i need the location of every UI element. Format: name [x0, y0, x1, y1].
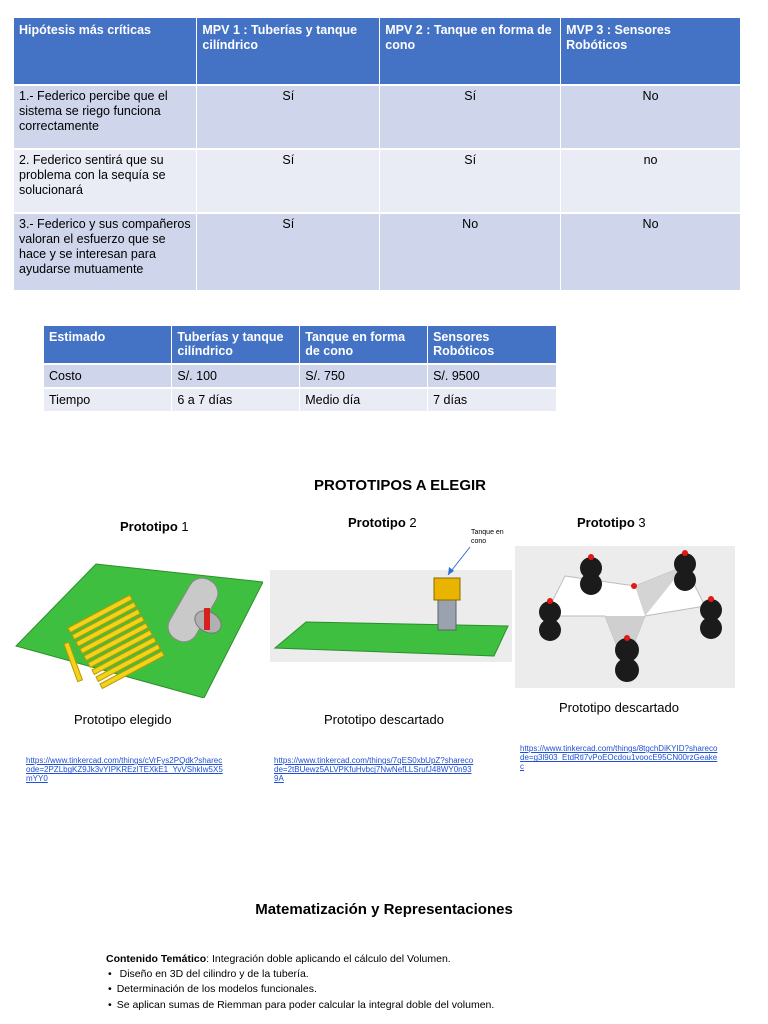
prototype-1-render	[8, 546, 263, 698]
prototype-3-link[interactable]: https://www.tinkercad.com/things/8tgchDiKYID?sharecode=g3l903_EtdRtl7vPoEOcdou1voocE95CN00rzGeakec	[520, 744, 718, 772]
table-cell: S/. 9500	[428, 364, 557, 388]
hypothesis-cell: 3.- Federico y sus compañeros valoran el esfuerzo que se hace y se interesan para ayudarse mutuamente	[14, 213, 197, 290]
table-row	[44, 364, 557, 388]
prototype-3-caption: Prototipo descartado	[559, 700, 679, 715]
prototype-title-number: 3	[634, 515, 646, 530]
hypotheses-header-row	[14, 18, 741, 85]
table-cell: Sí	[197, 213, 380, 290]
prototype-3-render	[515, 546, 735, 688]
header-cell: Hipótesis más críticas	[14, 18, 197, 85]
prototype-title-bold: Prototipo	[348, 515, 406, 530]
header-cell: MVP 3 : Sensores Robóticos	[561, 18, 741, 85]
prototype-1-caption: Prototipo elegido	[74, 712, 172, 727]
header-cell: Tuberías y tanque cilíndrico	[172, 326, 300, 364]
table-cell: 6 a 7 días	[172, 388, 300, 411]
estimate-header-row	[44, 326, 557, 364]
hypothesis-cell: 2. Federico sentirá que su problema con la sequía se solucionará	[14, 149, 197, 213]
table-cell: 7 días	[428, 388, 557, 411]
prototype-title-bold: Prototipo	[577, 515, 635, 530]
table-cell: No	[380, 213, 561, 290]
table-cell: Sí	[380, 85, 561, 149]
header-cell: Estimado	[44, 326, 172, 364]
table-cell: Sí	[197, 85, 380, 149]
header-cell: Sensores Robóticos	[428, 326, 557, 364]
list-item: • Determinación de los modelos funcionales.	[116, 982, 666, 997]
content-intro	[106, 952, 666, 967]
table-cell: no	[561, 149, 741, 213]
prototype-1-title	[120, 519, 189, 534]
prototype-1-image	[8, 546, 263, 698]
tank-annotation: Tanque en cono	[471, 529, 504, 546]
prototype-2-image	[270, 570, 512, 662]
list-item: • Se aplican sumas de Riemman para poder calcular la integral doble del volumen.	[116, 998, 666, 1013]
prototypes-heading: PROTOTIPOS A ELEGIR	[314, 477, 486, 494]
prototype-title-bold: Prototipo	[120, 519, 178, 534]
table-cell: Tiempo	[44, 388, 172, 411]
table-row	[14, 85, 741, 149]
content-bullet-list	[106, 967, 666, 1013]
table-cell: No	[561, 213, 741, 290]
table-row	[14, 149, 741, 213]
list-item: • Diseño en 3D del cilindro y de la tubería.	[116, 967, 666, 982]
table-cell: Costo	[44, 364, 172, 388]
prototype-2-caption: Prototipo descartado	[324, 712, 444, 727]
content-block	[106, 952, 666, 1013]
prototype-2-title	[348, 515, 417, 530]
annotation-arrow	[440, 545, 480, 581]
prototype-2-render	[270, 570, 512, 662]
header-cell: MPV 2 : Tanque en forma de cono	[380, 18, 561, 85]
content-intro-text: : Integración doble aplicando el cálculo del Volumen.	[206, 953, 451, 965]
table-cell: Sí	[197, 149, 380, 213]
estimate-table	[44, 326, 557, 411]
hypotheses-table	[14, 18, 741, 290]
table-cell: Sí	[380, 149, 561, 213]
table-cell: Medio día	[300, 388, 428, 411]
math-heading: Matematización y Representaciones	[255, 901, 513, 918]
table-row	[44, 388, 557, 411]
header-cell: Tanque en forma de cono	[300, 326, 428, 364]
content-label: Contenido Temático	[106, 953, 207, 965]
table-cell: S/. 750	[300, 364, 428, 388]
table-row	[14, 213, 741, 290]
prototype-title-number: 2	[405, 515, 417, 530]
table-cell: S/. 100	[172, 364, 300, 388]
prototype-title-number: 1	[177, 519, 189, 534]
prototype-3-image	[515, 546, 735, 688]
header-cell: MPV 1 : Tuberías y tanque cilíndrico	[197, 18, 380, 85]
prototype-1-link[interactable]: https://www.tinkercad.com/things/cVrFys2PQdk?sharecode=2PZLbgKZ9Jk3vYIPKREzITEXkE1_YvVShkIw5X5mYY0	[26, 756, 223, 784]
prototype-2-link[interactable]: https://www.tinkercad.com/things/7qES0xbUpZ?sharecode=2tBUewz5ALVPKfuHvbcj7NwNefLLSrufJ48WY0n939A	[274, 756, 474, 784]
hypothesis-cell: 1.- Federico percibe que el sistema se riego funciona correctamente	[14, 85, 197, 149]
prototype-3-title	[577, 515, 646, 530]
table-cell: No	[561, 85, 741, 149]
